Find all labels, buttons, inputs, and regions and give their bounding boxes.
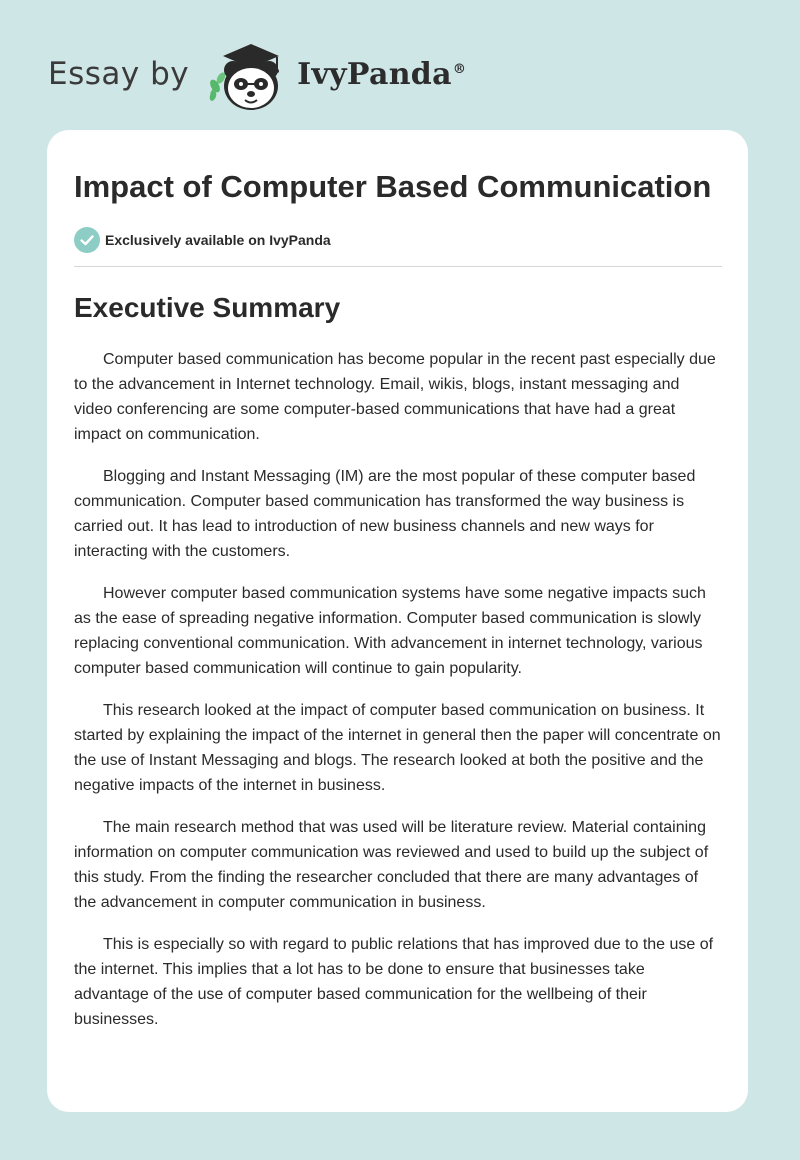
paragraph: Blogging and Instant Messaging (IM) are the most popular of these computer based communication. Computer based communication has transformed the way business is carried out. It has lead to introduction of new business channels and new ways for interacting with the customers. bbox=[74, 468, 696, 560]
paragraph: The main research method that was used will be literature review. Material containing information on computer communication was reviewed and used to build up the subject of this study. From the finding the researcher concluded that there are many advantages of the advancement in computer communication in business. bbox=[74, 819, 709, 911]
panda-logo-icon bbox=[203, 36, 293, 112]
paragraph: This is especially so with regard to public relations that has improved due to the use of the internet. This implies that a lot has to be done to ensure that businesses take advantage of the use of computer based communication for the wellbeing of their businesses. bbox=[74, 936, 714, 1028]
title-divider bbox=[74, 266, 722, 267]
article-card bbox=[47, 130, 748, 1112]
brand-name-text: IvyPanda bbox=[297, 56, 452, 92]
check-circle-icon bbox=[74, 227, 100, 253]
article-title: Impact of Computer Based Communication bbox=[74, 169, 712, 204]
paragraph: However computer based communication systems have some negative impacts such as the ease of spreading negative information. Computer based communication is slowly replacing conventional communication. With advancement in internet technology, various computer based communication will continue to gain popularity. bbox=[74, 585, 706, 677]
essay-by-label: Essay by bbox=[48, 56, 190, 92]
section-title: Executive Summary bbox=[74, 292, 341, 323]
article-body bbox=[74, 347, 722, 1032]
paragraph: Computer based communication has become popular in the recent past especially due to the advancement in Internet technology. Email, wikis, blogs, instant messaging and video conferencing are some computer-based communications that have had a great impact on communication. bbox=[74, 351, 716, 443]
badge-text: Exclusively available on IvyPanda bbox=[105, 232, 331, 248]
site-header-brand[interactable] bbox=[48, 36, 466, 112]
exclusive-badge bbox=[74, 227, 722, 253]
brand-name bbox=[297, 57, 466, 92]
paragraph: This research looked at the impact of computer based communication on business. It started by explaining the impact of the internet in general then the paper will concentrate on the use of Instant Messaging and blogs. The research looked at both the positive and the negative impacts of the internet in business. bbox=[74, 702, 721, 794]
registered-mark: ® bbox=[452, 61, 467, 77]
